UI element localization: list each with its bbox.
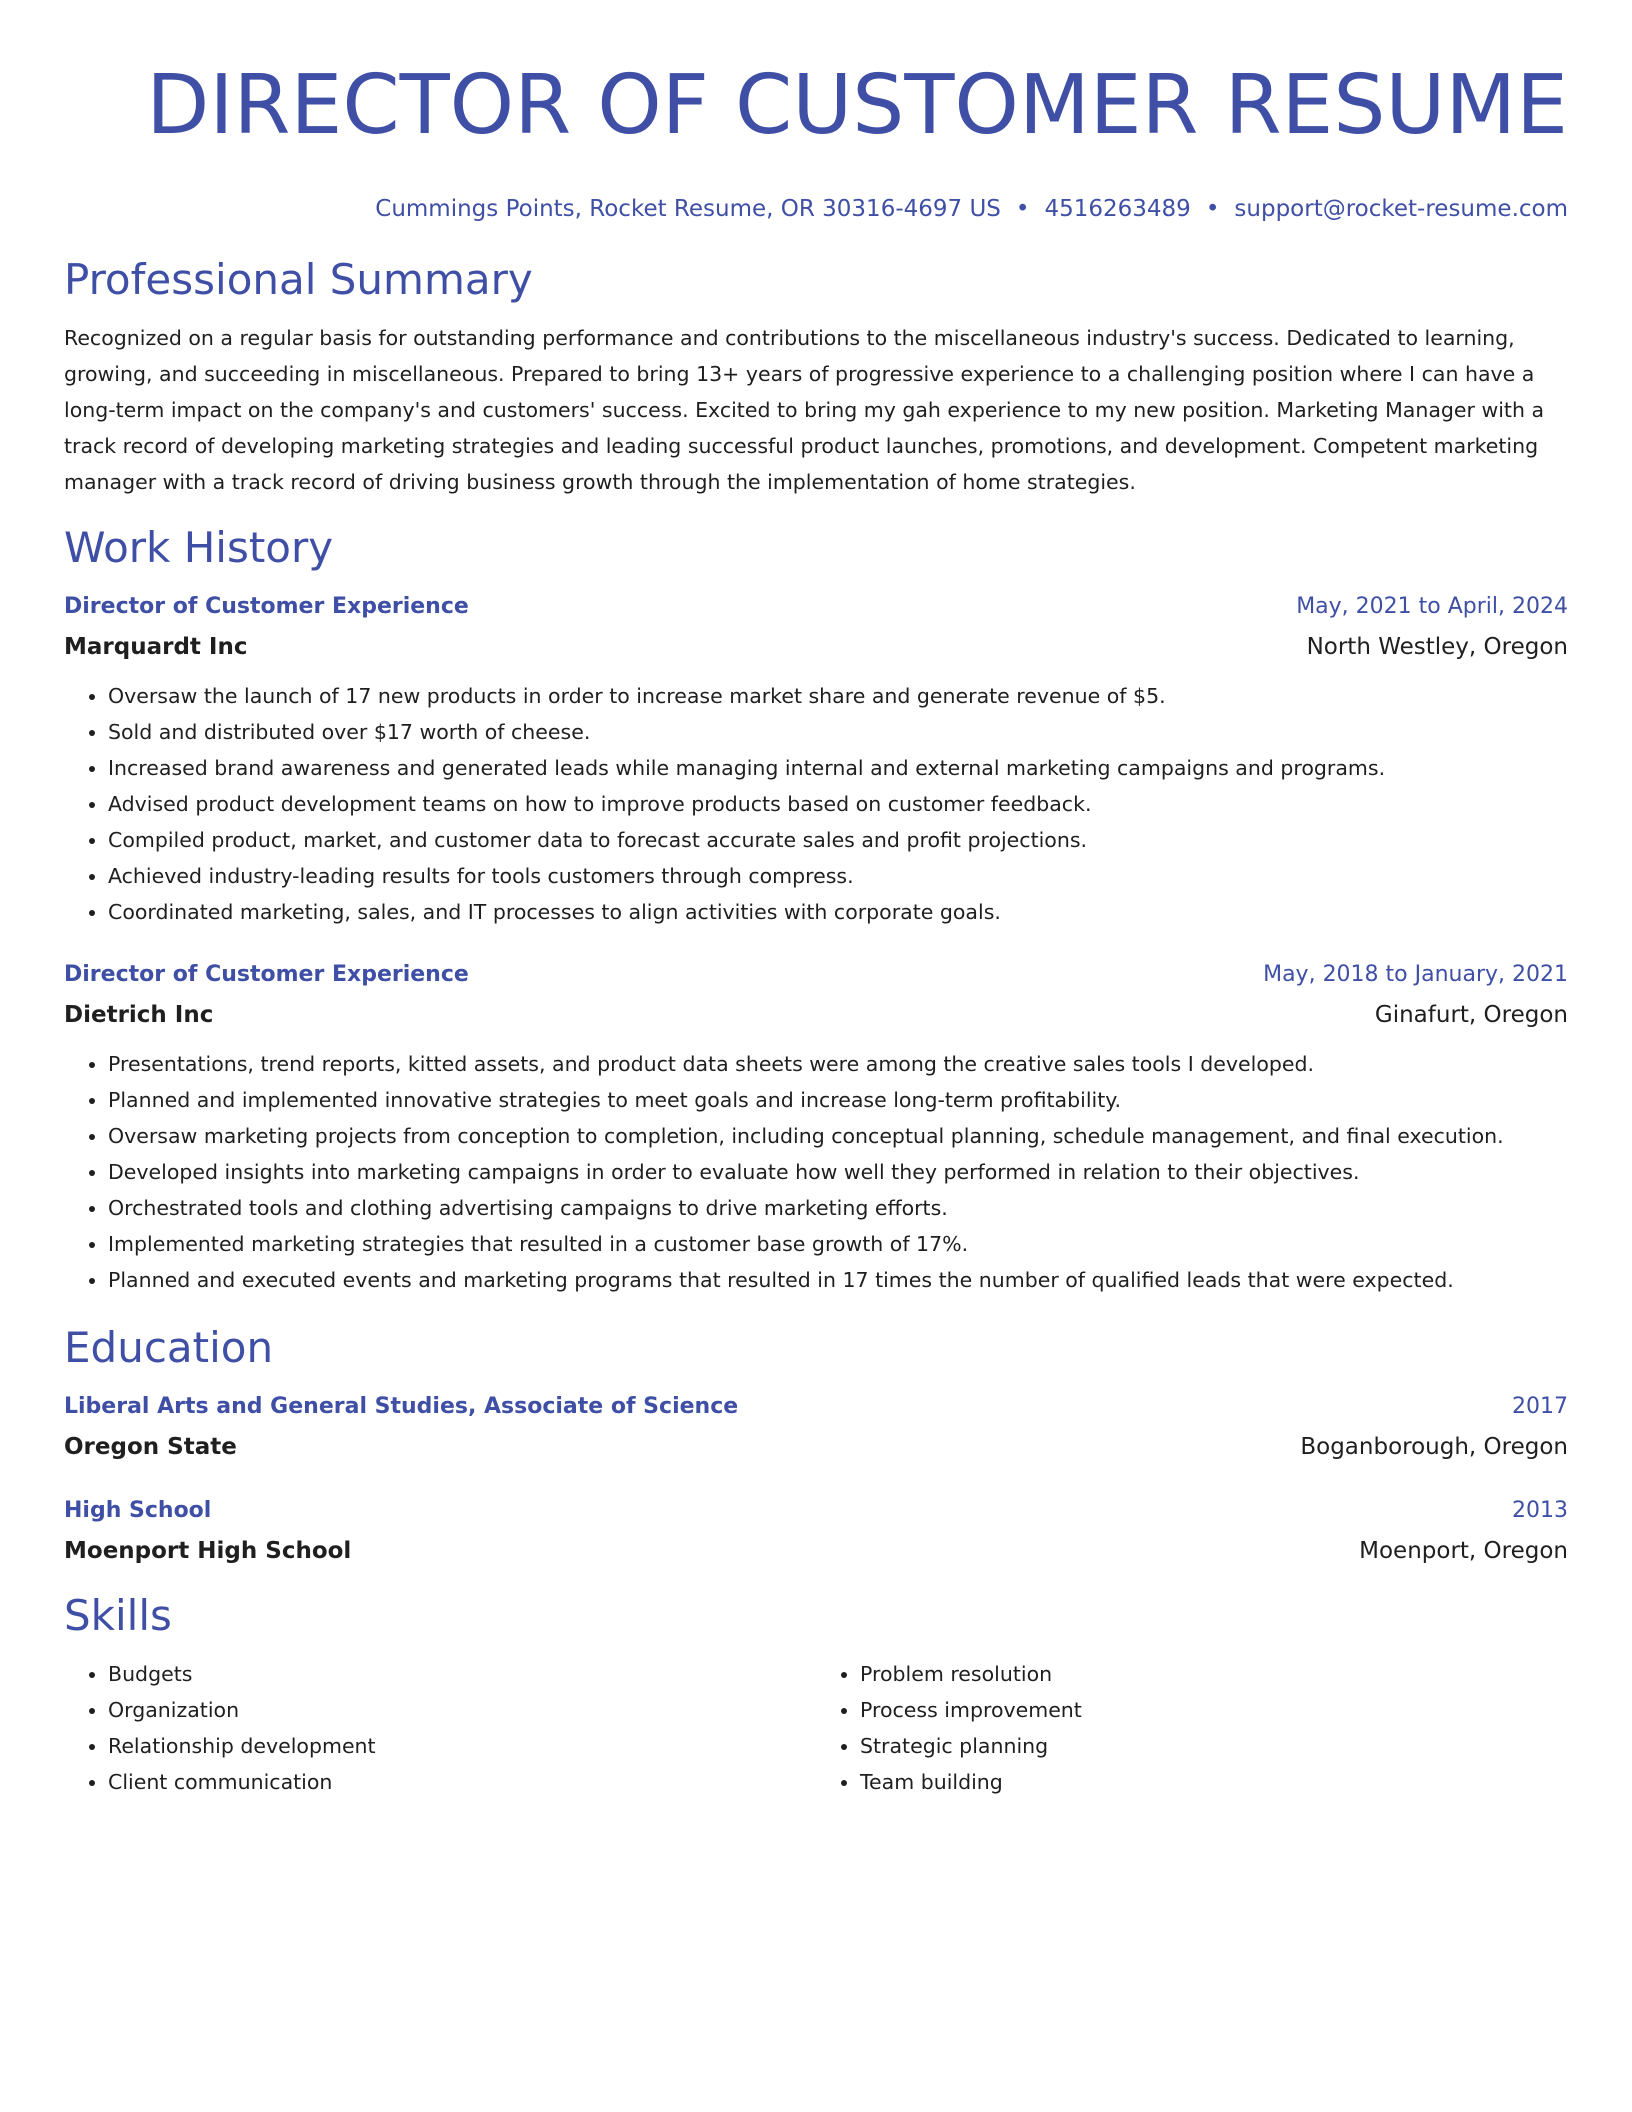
job-bullets (64, 678, 1568, 930)
skill-item: • Strategic planning (860, 1728, 1568, 1764)
job-dates: May, 2021 to April, 2024 (1296, 594, 1568, 619)
skill-item: • Problem resolution (860, 1656, 1568, 1692)
job-role: Director of Customer Experience (64, 594, 469, 619)
skills-column-right (816, 1656, 1568, 1800)
list-item: • Increased brand awareness and generated leads while managing internal and external marketing campaigns and programs. (108, 750, 1568, 786)
education-heading: Education (64, 1323, 274, 1372)
list-item: • Implemented marketing strategies that resulted in a customer base growth of 17%. (108, 1226, 1568, 1262)
work-entry-header (64, 592, 1568, 622)
education-entry-subheader (64, 1536, 1568, 1566)
contact-line (64, 194, 1568, 224)
education-entry-header (64, 1496, 1568, 1526)
list-item: • Coordinated marketing, sales, and IT processes to align activities with corporate goals. (108, 894, 1568, 930)
job-location: North Westley, Oregon (1306, 634, 1568, 660)
work-entry-subheader (64, 632, 1568, 662)
degree-name: Liberal Arts and General Studies, Associate of Science (64, 1394, 739, 1419)
skills-list (64, 1656, 1568, 1800)
list-item: • Planned and implemented innovative strategies to meet goals and increase long-term profitability. (108, 1082, 1568, 1118)
list-item: • Presentations, trend reports, kitted assets, and product data sheets were among the creative sales tools I developed. (108, 1046, 1568, 1082)
list-item: • Compiled product, market, and customer data to forecast accurate sales and profit projections. (108, 822, 1568, 858)
job-location: Ginafurt, Oregon (1374, 1002, 1568, 1028)
skill-item: • Relationship development (108, 1728, 816, 1764)
school-name: Moenport High School (64, 1538, 352, 1564)
resume-title: DIRECTOR OF CUSTOMER RESUME (146, 58, 1568, 153)
list-item: • Oversaw the launch of 17 new products in order to increase market share and generate revenue of $5. (108, 678, 1568, 714)
graduation-year: 2013 (1512, 1498, 1568, 1523)
contact-separator: • (1015, 196, 1030, 222)
school-name: Oregon State (64, 1434, 237, 1460)
list-item: • Planned and executed events and marketing programs that resulted in 17 times the number of qualified leads that were expected. (108, 1262, 1568, 1298)
skill-item: • Budgets (108, 1656, 816, 1692)
degree-name: High School (64, 1498, 212, 1523)
graduation-year: 2017 (1512, 1394, 1568, 1419)
resume-header (64, 58, 1568, 224)
list-item: • Oversaw marketing projects from conception to completion, including conceptual planning, schedule management, and final execution. (108, 1118, 1568, 1154)
contact-address: Cummings Points, Rocket Resume, OR 30316-4697 US (375, 196, 1001, 222)
list-item: • Advised product development teams on how to improve products based on customer feedback. (108, 786, 1568, 822)
list-item: • Developed insights into marketing campaigns in order to evaluate how well they performed in relation to their objectives. (108, 1154, 1568, 1190)
work-entry (64, 960, 1568, 1298)
work-entry-subheader (64, 1000, 1568, 1030)
job-role: Director of Customer Experience (64, 962, 469, 987)
education-entry (64, 1392, 1568, 1462)
summary-heading: Professional Summary (64, 255, 533, 304)
job-bullets (64, 1046, 1568, 1298)
contact-email[interactable]: support@rocket-resume.com (1234, 196, 1568, 222)
list-item: • Sold and distributed over $17 worth of cheese. (108, 714, 1568, 750)
skills-column-left (64, 1656, 816, 1800)
job-company: Marquardt Inc (64, 634, 248, 660)
summary-text: Recognized on a regular basis for outstanding performance and contributions to the miscellaneous industry's success. Dedicated to learning, growing, and succeeding in miscellaneous. Prepared to bring 13+ years of progressive experience to a challenging position where I can have a long-term impact on the company's and customers' success. Excited to bring my gah experience to my new position. Marketing Manager with a track record of developing marketing strategies and leading successful product launches, promotions, and development. Competent marketing manager with a track record of driving business growth through the implementation of home strategies. (64, 326, 1545, 494)
job-company: Dietrich Inc (64, 1002, 214, 1028)
skill-item: • Organization (108, 1692, 816, 1728)
list-item: • Achieved industry-leading results for tools customers through compress. (108, 858, 1568, 894)
work-entry (64, 592, 1568, 930)
skill-item: • Client communication (108, 1764, 816, 1800)
school-location: Boganborough, Oregon (1300, 1434, 1568, 1460)
school-location: Moenport, Oregon (1359, 1538, 1568, 1564)
skill-item: • Process improvement (860, 1692, 1568, 1728)
work-history-heading: Work History (64, 523, 334, 572)
contact-separator: • (1205, 196, 1220, 222)
education-entry (64, 1496, 1568, 1566)
list-item: • Orchestrated tools and clothing advertising campaigns to drive marketing efforts. (108, 1190, 1568, 1226)
education-entry-header (64, 1392, 1568, 1422)
work-entry-header (64, 960, 1568, 990)
skill-item: • Team building (860, 1764, 1568, 1800)
contact-phone: 4516263489 (1044, 196, 1191, 222)
job-dates: May, 2018 to January, 2021 (1263, 962, 1568, 987)
education-entry-subheader (64, 1432, 1568, 1462)
skills-heading: Skills (64, 1591, 172, 1640)
